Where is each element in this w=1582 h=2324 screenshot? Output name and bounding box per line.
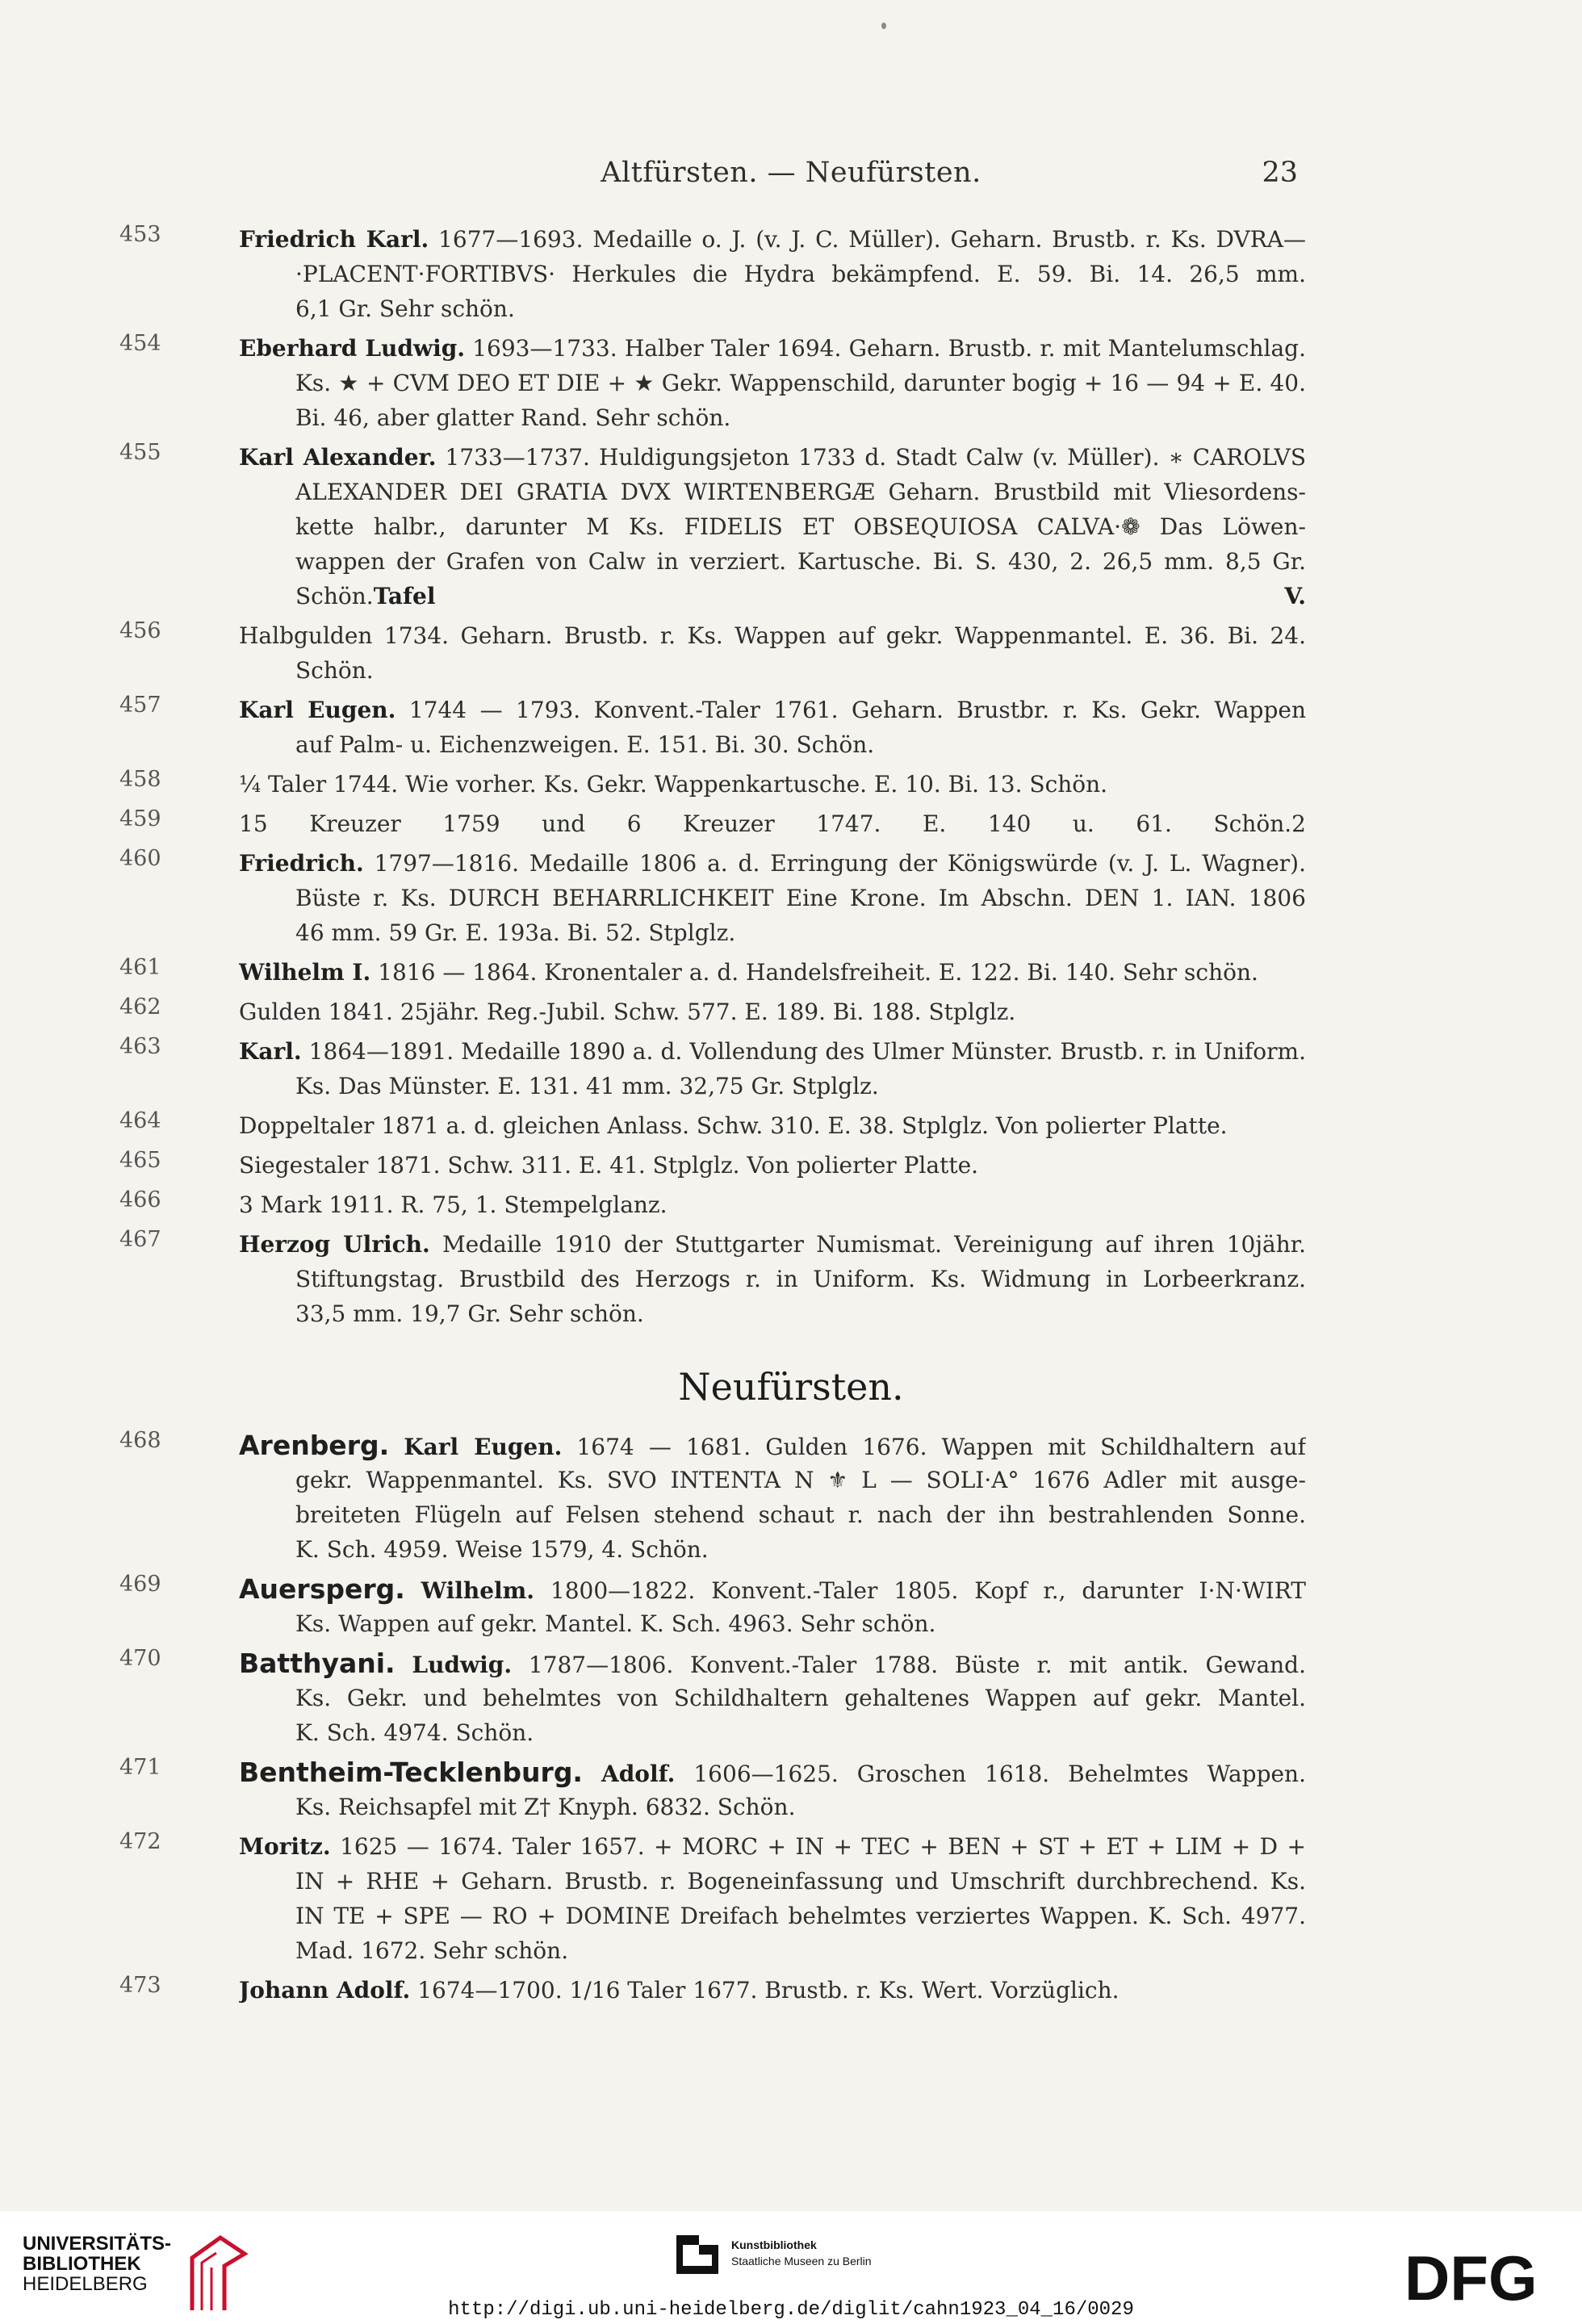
lot-number: 469: [119, 1572, 161, 1597]
entry-line: [239, 291, 1306, 326]
entry-text: 3 Mark 1911. R. 75, 1. Stempelglanz.: [239, 1191, 668, 1218]
house-name: Batthyani.: [239, 1648, 396, 1679]
entry-line: [239, 1262, 1306, 1296]
neufuersten-section: [0, 1428, 1582, 2008]
entry-line: [239, 1108, 1306, 1143]
entry-text: 1674—1700. 1/16 Taler 1677. Brustb. r. Ks. Wert. Vorzüglich.: [410, 1977, 1120, 2004]
ub-logo-line2: BIBLIOTHEK: [23, 2253, 141, 2275]
entry-line: [239, 544, 1306, 579]
lot-number: 473: [119, 1973, 161, 1998]
catalogue-entry: [119, 806, 1306, 841]
entry-text: 2: [1291, 810, 1306, 837]
ruler-name: Karl Eugen.: [239, 697, 396, 723]
entry-text: 1800—1822. Konvent.-Taler 1805. Kopf r., darunter I·N·WIRT: [534, 1577, 1306, 1604]
entry-text: 1797—1816. Medaille 1806 a. d. Erringung der Königswürde (v. J. L. Wagner).: [363, 850, 1306, 877]
entry-line: [239, 653, 1306, 688]
kunstbibliothek-line2: Staatliche Museen zu Berlin: [731, 2255, 872, 2267]
entry-line: [239, 509, 1306, 544]
lot-number: 471: [119, 1755, 161, 1780]
catalogue-entry: [119, 1108, 1306, 1143]
entry-text: Medaille 1910 der Stuttgarter Numismat. Vereinigung auf ihren 10jähr.: [429, 1231, 1306, 1258]
entry-text: Ks. Wappen auf gekr. Mantel. K. Sch. 4963. Sehr schön.: [295, 1610, 936, 1637]
entry-text: K. Sch. 4959. Weise 1579, 4. Schön.: [295, 1536, 709, 1563]
entry-line: [239, 1532, 1306, 1567]
entry-text: ·PLACENT·FORTIBVS· Herkules die Hydra bekämpfend. E. 59. Bi. 14. 26,5 mm.: [295, 261, 1306, 287]
catalogue-entry: [119, 618, 1306, 688]
lot-number: 457: [119, 693, 161, 718]
entry-line: [239, 1755, 1306, 1790]
kunstbibliothek-mark-icon: [675, 2230, 720, 2279]
lot-number: 466: [119, 1187, 161, 1212]
entry-text: [583, 1761, 601, 1787]
lot-number: 453: [119, 222, 161, 247]
catalogue-entry: [119, 1973, 1306, 2008]
entry-text: ALEXANDER DEI GRATIA DVX WIRTENBERGÆ Geharn. Brustbild mit Vliesordens-: [295, 479, 1306, 505]
entry-line: [239, 440, 1306, 475]
ruler-name: Wilhelm I.: [239, 959, 371, 986]
catalogue-entries: [0, 222, 1582, 2008]
entry-line: [239, 1572, 1306, 1606]
entry-line: [239, 366, 1306, 400]
entry-text: 1606—1625. Groschen 1618. Behelmtes Wappen.: [675, 1761, 1306, 1787]
entry-text: Schön.: [295, 657, 374, 684]
entry-line: [239, 1463, 1306, 1497]
entry-text: Schön.: [295, 583, 374, 609]
house-name: Auersperg.: [239, 1573, 405, 1605]
entry-text: [405, 1577, 421, 1604]
catalogue-entry: [119, 1187, 1306, 1222]
entry-text: Bi. 46, aber glatter Rand. Sehr schön.: [295, 404, 731, 431]
catalogue-entry: [119, 995, 1306, 1029]
entry-line: [239, 915, 1306, 950]
entry-text: 1864—1891. Medaille 1890 a. d. Vollendung des Ulmer Münster. Brustb. r. in Uniform.: [301, 1038, 1306, 1065]
entry-line: [239, 881, 1306, 915]
entry-text: Mad. 1672. Sehr schön.: [295, 1937, 569, 1964]
ruler-name: Herzog Ulrich.: [239, 1231, 430, 1258]
entry-line: [239, 1428, 1306, 1463]
entry-text: Doppeltaler 1871 a. d. gleichen Anlass. Schw. 310. E. 38. Stplglz. Von polierter Platte.: [239, 1112, 1228, 1139]
lot-number: 459: [119, 806, 161, 831]
altfuersten-section: [0, 222, 1582, 1331]
catalogue-entry: [119, 1428, 1306, 1567]
entry-line: [239, 806, 1306, 841]
dfg-logo-text: DFG: [1404, 2248, 1538, 2306]
entry-line: [239, 1227, 1306, 1262]
ruler-name: Karl Alexander.: [239, 444, 437, 471]
dfg-logo: [1404, 2248, 1566, 2306]
catalogue-entry: [119, 222, 1306, 326]
ruler-name: Eberhard Ludwig.: [239, 335, 466, 362]
catalogue-entry: [119, 693, 1306, 762]
ub-logo-line3: HEIDELBERG: [23, 2273, 148, 2295]
entry-text: 46 mm. 59 Gr. E. 193a. Bi. 52. Stplglz.: [295, 919, 736, 946]
entry-line: [239, 767, 1306, 802]
entry-line: [239, 222, 1306, 257]
ruler-name: Ludwig.: [412, 1652, 513, 1678]
entry-text: Halbgulden 1734. Geharn. Brustb. r. Ks. Wappen auf gekr. Wappenmantel. E. 36. Bi. 24.: [239, 622, 1306, 649]
entry-line: [239, 1864, 1306, 1899]
catalogue-entry: [119, 1829, 1306, 1968]
ruler-name: Tafel V.: [373, 583, 1306, 609]
page-header: [0, 157, 1582, 197]
source-url: http://digi.ub.uni-heidelberg.de/diglit/cahn1923_04_16/0029: [448, 2299, 1134, 2321]
lot-number: 455: [119, 440, 161, 465]
entry-text: Büste r. Ks. DURCH BEHARRLICHKEIT Eine Krone. Im Abschn. DEN 1. IAN. 1806: [295, 885, 1306, 911]
entry-text: K. Sch. 4974. Schön.: [295, 1719, 534, 1746]
catalogue-entry: [119, 1148, 1306, 1183]
kunstbibliothek-line1: Kunstbibliothek: [731, 2238, 817, 2251]
entry-line: [239, 475, 1306, 509]
ruler-name: Karl.: [239, 1038, 302, 1065]
lot-number: 458: [119, 767, 161, 792]
catalogue-entry: [119, 1646, 1306, 1750]
catalogue-entry: [119, 767, 1306, 802]
entry-line: [239, 955, 1306, 990]
entry-line: [239, 727, 1306, 762]
entry-text: Stiftungstag. Brustbild des Herzogs r. in Uniform. Ks. Widmung in Lorbeerkranz.: [295, 1266, 1306, 1292]
entry-text: wappen der Grafen von Calw in verziert. Kartusche. Bi. S. 430, 2. 26,5 mm. 8,5 Gr.: [295, 548, 1306, 575]
ruler-name: Friedrich Karl.: [239, 226, 429, 253]
entry-text: [396, 1652, 412, 1678]
lot-number: 464: [119, 1108, 161, 1133]
catalogue-entry: [119, 1227, 1306, 1331]
entry-line: [239, 1187, 1306, 1222]
section-heading: Neufürsten.: [678, 1365, 904, 1409]
ruler-name: Friedrich.: [239, 850, 364, 877]
entry-text: gekr. Wappenmantel. Ks. SVO INTENTA N ⚜ L — SOLI·A° 1676 Adler mit ausge-: [295, 1467, 1306, 1493]
entry-line: [239, 1790, 1306, 1824]
entry-line: [239, 1497, 1306, 1532]
lot-number: 467: [119, 1227, 161, 1252]
entry-line: [239, 995, 1306, 1029]
catalogue-entry: [119, 955, 1306, 990]
entry-text: Siegestaler 1871. Schw. 311. E. 41. Stplglz. Von polierter Platte.: [239, 1152, 979, 1179]
catalogue-entry: [119, 440, 1306, 613]
entry-text: Ks. ★ + CVM DEO ET DIE + ★ Gekr. Wappenschild, darunter bogig + 16 — 94 + E. 40.: [295, 370, 1306, 396]
entry-line: [239, 1069, 1306, 1103]
paper-speck: [881, 23, 886, 29]
lot-number: 462: [119, 995, 161, 1020]
entry-text: 1625 — 1674. Taler 1657. + MORC + IN + TEC + BEN + ST + ET + LIM + D +: [330, 1833, 1306, 1860]
lot-number: 470: [119, 1646, 161, 1671]
entry-text: ¼ Taler 1744. Wie vorher. Ks. Gekr. Wappenkartusche. E. 10. Bi. 13. Schön.: [239, 771, 1108, 798]
entry-text: 15 Kreuzer 1759 und 6 Kreuzer 1747. E. 140 u. 61. Schön.: [239, 810, 1292, 837]
lot-number: 472: [119, 1829, 161, 1854]
entry-line: [239, 331, 1306, 366]
entry-text: 1674 — 1681. Gulden 1676. Wappen mit Schildhaltern auf: [562, 1434, 1306, 1460]
kunstbibliothek-logo: [675, 2230, 949, 2287]
ruler-name: Moritz.: [239, 1833, 331, 1860]
entry-text: [389, 1434, 404, 1460]
catalogue-entry: [119, 331, 1306, 435]
entry-text: 1816 — 1864. Kronentaler a. d. Handelsfreiheit. E. 122. Bi. 140. Sehr schön.: [370, 959, 1258, 986]
house-name: Arenberg.: [239, 1430, 390, 1461]
entry-line: [239, 1681, 1306, 1715]
entry-text: 1787—1806. Konvent.-Taler 1788. Büste r. mit antik. Gewand.: [512, 1652, 1306, 1678]
catalogue-entry: [119, 1034, 1306, 1103]
entry-text: 1677—1693. Medaille o. J. (v. J. C. Müller). Geharn. Brustb. r. Ks. DVRA—: [429, 226, 1306, 253]
ruler-name: Karl Eugen.: [404, 1434, 563, 1460]
entry-text: 33,5 mm. 19,7 Gr. Sehr schön.: [295, 1300, 644, 1327]
entry-line: [239, 1973, 1306, 2008]
entry-line: [239, 400, 1306, 435]
entry-line: [239, 1296, 1306, 1331]
lot-number: 461: [119, 955, 161, 980]
house-name: Bentheim-Tecklenburg.: [239, 1757, 583, 1788]
entry-text: auf Palm- u. Eichenzweigen. E. 151. Bi. 30. Schön.: [295, 731, 875, 758]
ruler-name: Wilhelm.: [421, 1577, 535, 1604]
entry-line: [239, 1933, 1306, 1968]
entry-line: [239, 1715, 1306, 1750]
entry-text: 1744 — 1793. Konvent.-Taler 1761. Geharn. Brustbr. r. Ks. Gekr. Wappen: [396, 697, 1306, 723]
entry-text: breiteten Flügeln auf Felsen stehend schaut r. nach der ihn bestrahlenden Sonne.: [295, 1501, 1306, 1528]
entry-text: 1693—1733. Halber Taler 1694. Geharn. Brustb. r. mit Mantelumschlag.: [465, 335, 1306, 362]
entry-text: IN + RHE + Geharn. Brustb. r. Bogeneinfassung und Umschrift durchbrechend. Ks.: [295, 1868, 1306, 1895]
lot-number: 468: [119, 1428, 161, 1453]
entry-line: [239, 1148, 1306, 1183]
ruler-name: Johann Adolf.: [239, 1977, 411, 2004]
entry-text: IN TE + SPE — RO + DOMINE Dreifach behelmtes verziertes Wappen. K. Sch. 4977.: [295, 1903, 1306, 1929]
entry-line: [239, 693, 1306, 727]
entry-text: Gulden 1841. 25jähr. Reg.-Jubil. Schw. 577. E. 189. Bi. 188. Stplglz.: [239, 999, 1016, 1025]
ruler-name: Adolf.: [601, 1761, 676, 1787]
entry-text: 1733—1737. Huldigungsjeton 1733 d. Stadt Calw (v. Müller). ∗ CAROLVS: [436, 444, 1306, 471]
page-number: 23: [1262, 157, 1298, 189]
catalogue-entry: [119, 1572, 1306, 1641]
running-head: Altfürsten. — Neufürsten.: [601, 157, 981, 189]
ub-logo-line1: UNIVERSITÄTS-: [23, 2233, 172, 2255]
entry-text: Ks. Gekr. und behelmtes von Schildhaltern gehaltenes Wappen auf gekr. Mantel.: [295, 1685, 1306, 1711]
catalogue-entry: [119, 1755, 1306, 1824]
entry-line: [239, 579, 1306, 613]
entry-line: [239, 1829, 1306, 1864]
entry-line: [239, 1899, 1306, 1933]
lot-number: 456: [119, 618, 161, 643]
entry-line: [239, 257, 1306, 291]
lot-number: 463: [119, 1034, 161, 1059]
entry-line: [239, 618, 1306, 653]
entry-text: kette halbr., darunter M Ks. FIDELIS ET OBSEQUIOSA CALVA·❁ Das Löwen-: [295, 513, 1306, 540]
lot-number: 465: [119, 1148, 161, 1173]
lot-number: 454: [119, 331, 161, 356]
catalogue-entry: [119, 846, 1306, 950]
entry-line: [239, 846, 1306, 881]
entry-line: [239, 1606, 1306, 1641]
entry-text: 6,1 Gr. Sehr schön.: [295, 295, 515, 322]
entry-text: Ks. Reichsapfel mit Z† Knyph. 6832. Schön.: [295, 1794, 796, 1820]
lot-number: 460: [119, 846, 161, 871]
entry-line: [239, 1034, 1306, 1069]
entry-text: Ks. Das Münster. E. 131. 41 mm. 32,75 Gr. Stplglz.: [295, 1073, 879, 1099]
entry-line: [239, 1646, 1306, 1681]
